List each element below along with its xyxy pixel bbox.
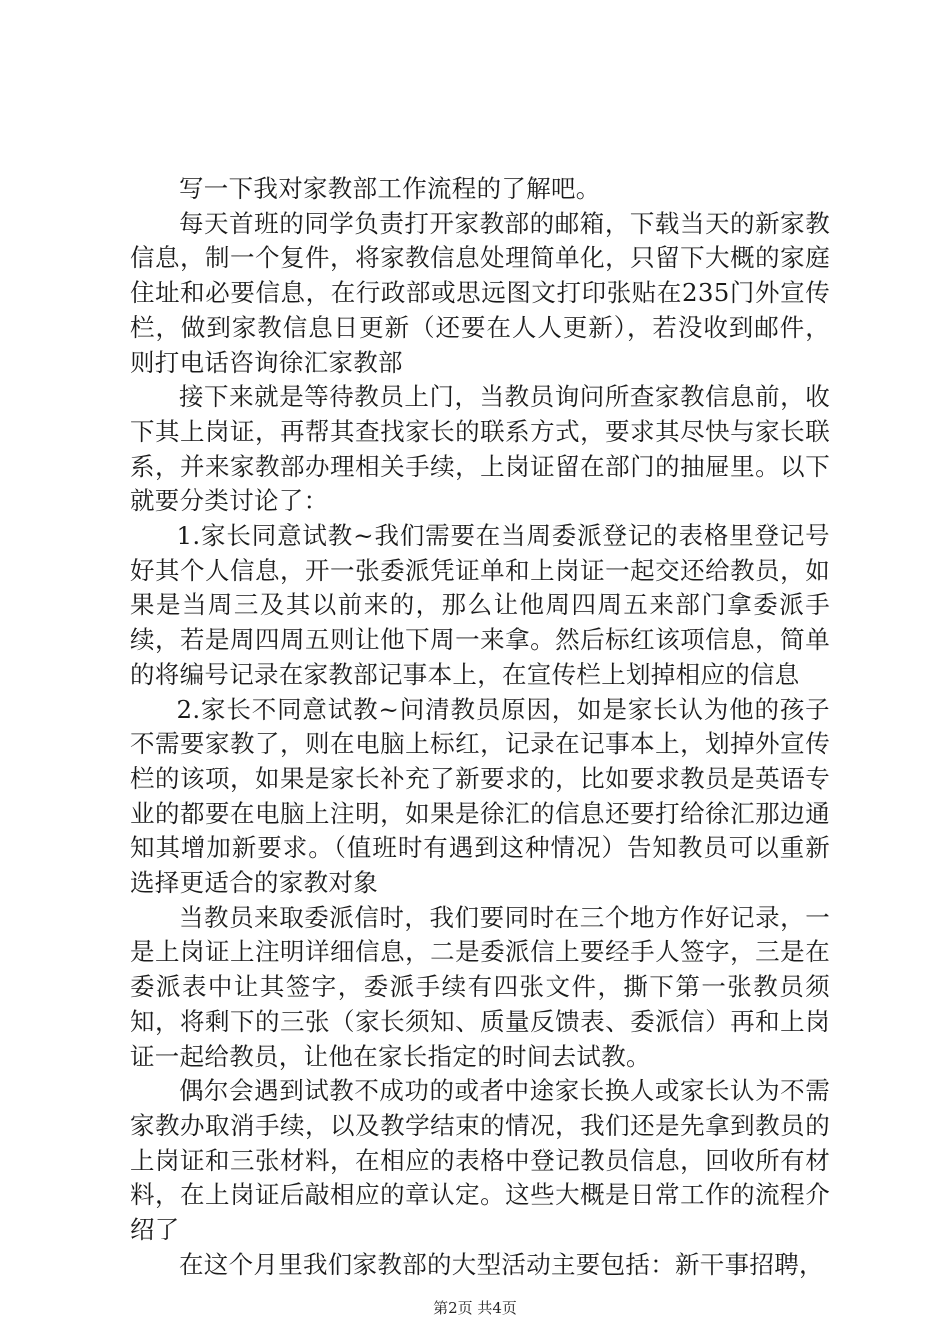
paragraph-intro: 写一下我对家教部工作流程的了解吧。	[179, 174, 601, 203]
paragraph-daily-email: 每天首班的同学负责打开家教部的邮箱，下载当天的新家教信息，制一个复件，将家教信息处理简单化，只留下大概的家庭住址和必要信息，在行政部或思远图文打印张贴在235门外宣传栏，做到家教信息日更新（还要在人人更新），若没收到邮件，则打电话咨询徐汇家教部	[130, 208, 830, 377]
paragraph-monthly-activities: 在这个月里我们家教部的大型活动主要包括：新干事招聘，	[179, 1249, 824, 1279]
paragraph-case-agree: 1.家长同意试教~我们需要在当周委派登记的表格里登记号好其个人信息，开一张委派凭证单和上岗证一起交还给教员，如果是当周三及其以前来的，那么让他周四周五来部门拿委派手续，若是周四周五则让他下周一来拿。然后标红该项信息，简单的将编号记录在家教部记事本上，在宣传栏上划掉相应的信息	[130, 521, 830, 689]
paragraph-teacher-visit: 接下来就是等待教员上门，当教员询问所查家教信息前，收下其上岗证，再帮其查找家长的联系方式，要求其尽快与家长联系，并来家教部办理相关手续，上岗证留在部门的抽屉里。以下就要分类讨论了：	[130, 382, 830, 516]
paragraph-case-disagree: 2.家长不同意试教~问清教员原因，如是家长认为他的孩子不需要家教了，则在电脑上标红，记录在记事本上，划掉外宣传栏的该项，如果是家长补充了新要求的，比如要求教员是英语专业的都要在电脑上注明，如果是徐汇的信息还要打给徐汇那边通知其增加新要求。（值班时有遇到这种情况）告知教员可以重新选择更适合的家教对象	[130, 694, 830, 898]
paragraph-cancellation: 偶尔会遇到试教不成功的或者中途家长换人或家长认为不需家教办取消手续，以及教学结束的情况，我们还是先拿到教员的上岗证和三张材料，在相应的表格中登记教员信息，回收所有材料，在上岗证后敲相应的章认定。这些大概是日常工作的流程介绍了	[130, 1076, 830, 1245]
paragraph-commission-letter: 当教员来取委派信时，我们要同时在三个地方作好记录，一是上岗证上注明详细信息，二是委派信上要经手人签字，三是在委派表中让其签字，委派手续有四张文件，撕下第一张教员须知，将剩下的三张（家长须知、质量反馈表、委派信）再和上岗证一起给教员，让他在家长指定的时间去试教。	[130, 902, 830, 1071]
page-number-footer: 第2页 共4页	[433, 1299, 517, 1317]
document-body	[130, 172, 830, 1283]
